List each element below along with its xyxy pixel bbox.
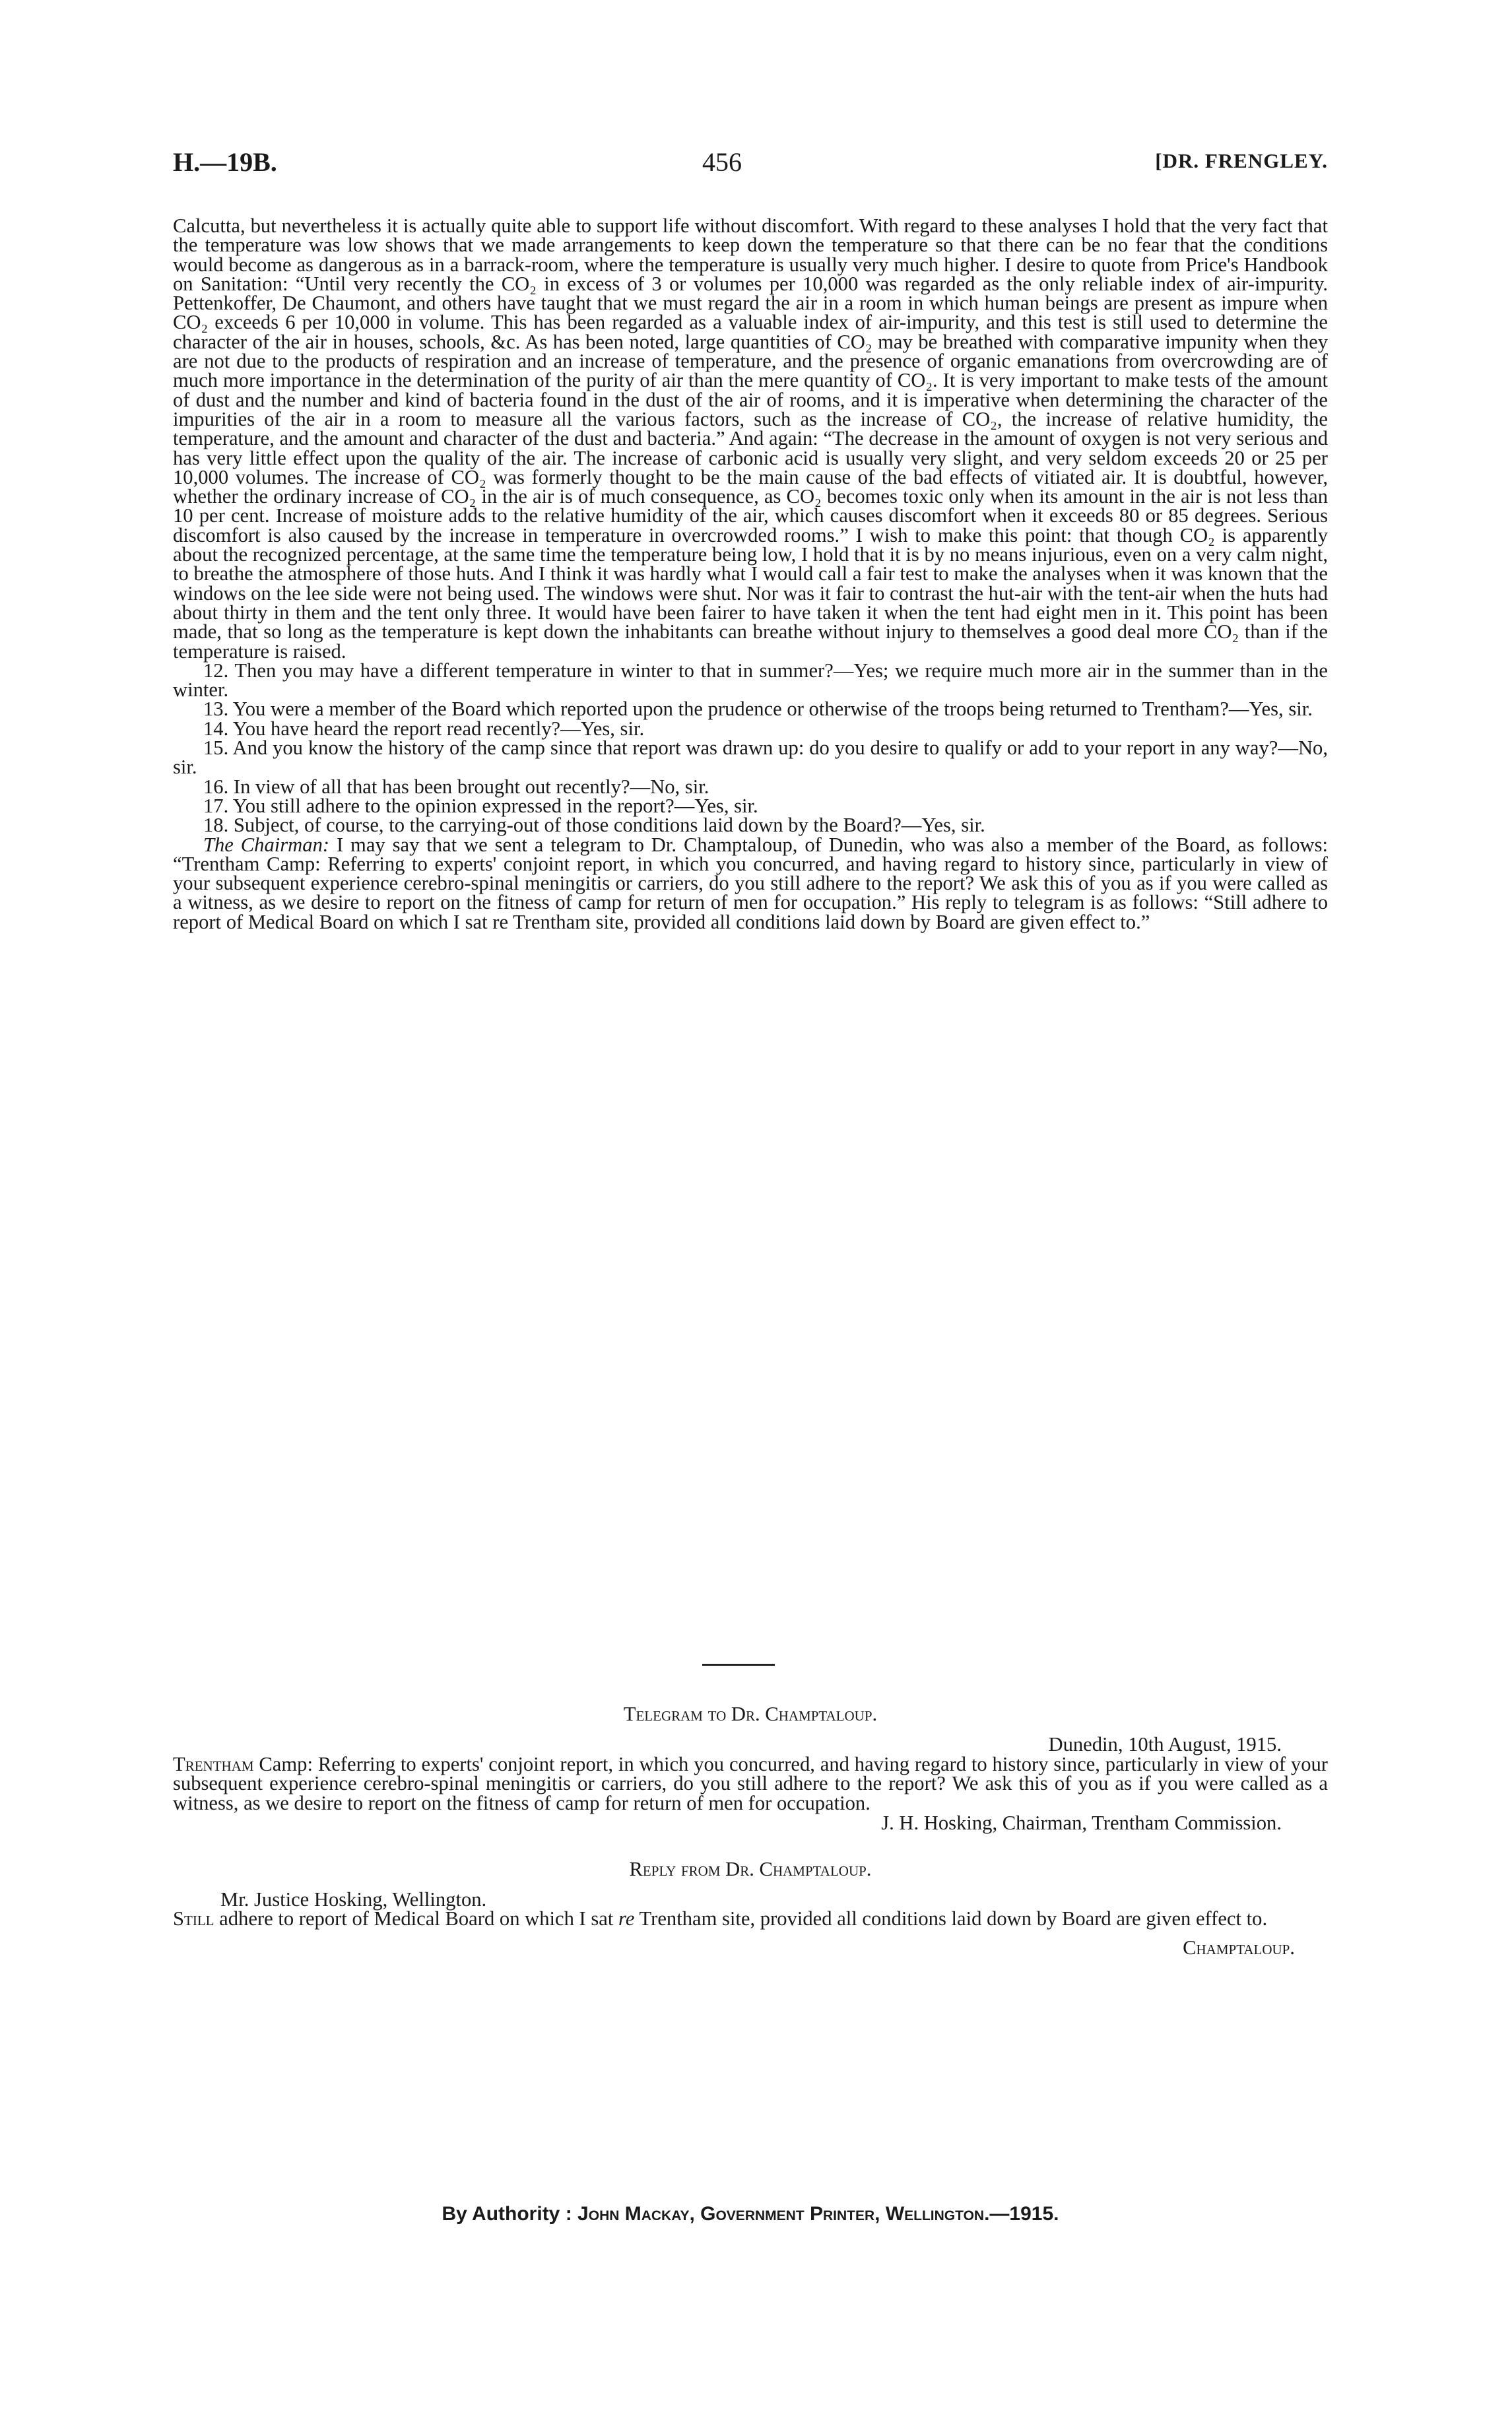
reply-addressee: Mr. Justice Hosking, Wellington. [220, 1888, 487, 1911]
authority-label: By Authority : [442, 2203, 572, 2225]
question-16: 16. In view of all that has been brought out recently?—No, sir. [203, 775, 709, 798]
telegram-section [173, 1705, 1328, 1958]
telegram-lead: Trentham [173, 1752, 254, 1775]
telegram-text [173, 1752, 1328, 1815]
reply-re: re [618, 1907, 635, 1930]
printer-footer [173, 2203, 1328, 2225]
reply-lead: Still [173, 1907, 214, 1930]
page-number: 456 [702, 147, 742, 177]
telegram-body: Camp: Referring to experts' conjoint report, in which you concurred, and having regard to history since, particularly in view of your subsequent experience cerebro-spinal meningitis or carriers, do you still adhere to the report? We ask this of you as if you were called as a witness, as we desire to report on the fitness of camp for return of men for occupation. [173, 1752, 1328, 1815]
chairman-label: The Chairman: [203, 833, 330, 856]
report-reference: H.—19B. [173, 147, 277, 177]
witness-name: [DR. FRENGLEY. [1155, 149, 1328, 172]
question-14: 14. You have heard the report read recently?—Yes, sir. [203, 717, 645, 740]
page-header [173, 147, 1328, 186]
printer-credit: John Mackay, Government Printer, Wellington.—1915. [577, 2203, 1059, 2225]
testimony-body [173, 216, 1328, 932]
reply-title: Reply from Dr. Champtaloup. [629, 1857, 872, 1880]
telegram-signature: J. H. Hosking, Chairman, Trentham Commission. [881, 1811, 1282, 1834]
reply-text [173, 1909, 1328, 1929]
telegram-date: Dunedin, 10th August, 1915. [1048, 1732, 1282, 1756]
chairman-text: I may say that we sent a telegram to Dr. Champtaloup, of Dunedin, who was also a member of the Board, as follows: “Trentham Camp: Referring to experts' conjoint report, in which you concurred, and having regard to history since, particularly in view of your subsequent experience cerebro-spinal meningitis or carriers, do you still adhere to the report? We ask this of you as if you were called as a witness, as we desire to report on the fitness of camp for return of men for occupation.” His reply to telegram is as follows: “Still adhere to report of Medical Board on which I sat re Trentham site, provided all conditions laid down by Board are given effect to.” [173, 833, 1328, 933]
reply-body-b: Trentham site, provided all conditions laid down by Board are given effect to. [639, 1907, 1268, 1930]
chairman-statement [173, 833, 1328, 933]
paragraph-intro: Calcutta, but nevertheless it is actually quite able to support life without discomfort. With regard to these analyses I hold that the very fact that the temperature was low shows that we made arrangements to keep down the temperature so that there can be no fear that the conditions would become as dangerous as in a barrack-room, where the temperature is usually very much higher. I desire to quote from Price's Handbook on Sanitation: “Until very recently the CO₂ in excess of 3 or volumes per 10,000 was regarded as the only reliable index of air-impurity. Pettenkoffer, De Chaumont, and others have taught that we must regard the air in a room in which human beings are present as impure when CO₂ exceeds 6 per 10,000 in volume. This has been regarded as a valuable index of air-impurity, and this test is still used to determine the character of the air in houses, schools, &c. As has been noted, large quantities of CO₂ may be breathed with comparative impunity when they are not due to the products of respiration and an increase of temperature, and the presence of organic emanations from overcrowding are of much more importance in the determination of the purity of air than the mere quantity of CO₂. It is very important to make tests of the amount of dust and the number and kind of bacteria found in the dust of the air of rooms, and it is imperative when determining the character of the impurities of the air in a room to measure all the various factors, such as the increase of CO₂, the increase of relative humidity, the temperature, and the amount and character of the dust and bacteria.” And again: “The decrease in the amount of oxygen is not very serious and has very little effect upon the quality of the air. The increase of carbonic acid is usually very slight, and very seldom exceeds 20 or 25 per 10,000 volumes. The increase of CO₂ was formerly thought to be the main cause of the bad effects of vitiated air. It is doubtful, however, whether the ordinary increase of CO₂ in the air is of much consequence, as CO₂ becomes toxic only when its amount in the air is not less than 10 per cent. Increase of moisture adds to the relative humidity of the air, which causes discomfort when it exceeds 80 or 85 degrees. Serious discomfort is also caused by the increase in temperature in overcrowded rooms.” I wish to make this point: that though CO₂ is apparently about the recognized percentage, at the same time the temperature being low, I hold that it is by no means injurious, even on a very calm night, to breathe the atmosphere of those huts. And I think it was hardly what I would call a fair test to make the analyses when it was known that the windows on the lee side were not being used. The windows were shut. Nor was it fair to contrast the hut-air with the tent-air when the huts had about thirty in them and the tent only three. It would have been fairer to have taken it when the tent had eight men in it. This point has been made, that so long as the temperature is kept down the inhabitants can breathe without injury to themselves a good deal more CO₂ than if the temperature is raised. [173, 214, 1328, 663]
question-18: 18. Subject, of course, to the carrying-out of those conditions laid down by the Board?—Yes, sir. [203, 814, 985, 837]
question-13: 13. You were a member of the Board which reported upon the prudence or otherwise of the troops being returned to Trentham?—Yes, sir. [203, 698, 1313, 721]
section-divider [702, 1664, 775, 1666]
reply-signature: Champtaloup. [1183, 1936, 1295, 1959]
telegram-title: Telegram to Dr. Champtaloup. [623, 1703, 878, 1725]
reply-body-a: adhere to report of Medical Board on which I sat [219, 1907, 614, 1930]
question-12: 12. Then you may have a different temperature in winter to that in summer?—Yes; we require much more air in the summer than in the winter. [173, 659, 1328, 702]
question-17: 17. You still adhere to the opinion expressed in the report?—Yes, sir. [203, 794, 758, 817]
question-15: 15. And you know the history of the camp since that report was drawn up: do you desire to qualify or add to your report in any way?—No, sir. [173, 737, 1328, 779]
